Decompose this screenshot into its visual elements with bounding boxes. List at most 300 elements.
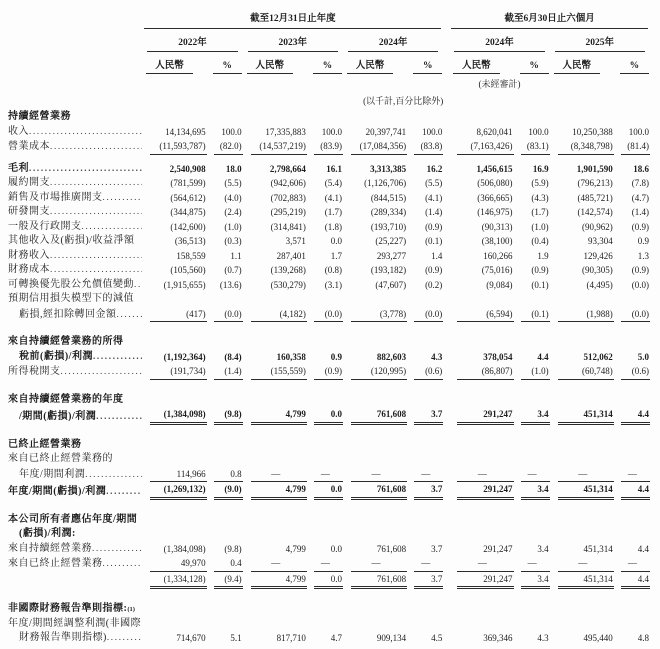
percent-header: % [620,56,649,74]
row-label [8,220,142,235]
amount-cell: (781,599) [170,178,206,188]
percent-cell: (0.1) [425,236,443,246]
amount-cell: (142,600) [170,221,206,232]
spacer-row [8,425,650,438]
amount-cell: (7,163,426) [449,139,513,155]
amount-cell: (4,495) [586,279,613,290]
amount-cell: (17,084,356) [343,139,407,155]
row-label-text: 來自已終止經營業務的 [8,453,113,464]
amount-cell: 291,247 [449,572,513,590]
label-continuation-row [8,527,650,542]
amount-cell: (796,213) [577,178,613,188]
percent-cell: 4.5 [431,633,443,643]
percent-cell: 16.2 [426,163,443,174]
dot-leader [50,141,142,153]
percent-cell: (0.7) [224,265,242,275]
amount-cell: (193,182) [370,265,407,275]
percent-cell: 1.7 [330,250,342,261]
amount-cell: 451,314 [550,407,614,425]
amount-cell: — [449,556,513,572]
percent-cell: (0.6) [614,364,650,380]
amount-cell: 4,799 [243,407,307,425]
row-label [8,292,142,307]
percent-cell: 4.8 [637,633,649,643]
amount-cell: 2,798,664 [269,163,306,174]
percent-cell: 100.0 [321,126,342,137]
spacer-row [8,589,650,602]
percent-cell: 5.0 [637,351,649,362]
row-label [8,482,142,500]
amount-cell: 369,346 [483,633,513,643]
amount-cell: (90,962) [582,221,613,232]
amount-cell: 495,440 [583,633,613,643]
percent-cell: 3.4 [514,482,550,500]
period-annual-label: 截至12月31日止年度 [144,10,441,29]
amount-cell: 3,571 [285,236,306,246]
amount-cell: 160,266 [483,250,513,261]
percent-cell: (1.0) [531,221,549,232]
year-2025-interim-cell [550,29,650,52]
dot-leader [134,279,142,291]
amount-cell: (1,384,098) [142,407,206,425]
row-label-text: 持續經營業務 [8,111,71,122]
amount-cell: (86,807) [449,364,513,380]
row-label-text: (虧損)/利潤: [19,528,76,539]
percent-cell: 4.4 [614,407,650,425]
amount-cell: — [449,467,513,483]
percent-cell: 16.1 [326,163,342,174]
dot-leader [50,250,142,262]
amount-cell: (8,348,798) [550,139,614,155]
amount-cell: 291,247 [449,482,513,500]
percent-cell: 0.0 [330,236,342,246]
percent-cell: (0.9) [631,265,649,275]
amount-cell: — [343,467,407,483]
row-label [8,307,142,323]
table-row [8,467,650,483]
year-2022-label: 2022年 [147,29,237,52]
percent-cell: 0.9 [330,351,342,362]
section-header-row [8,602,650,617]
section-header-row [8,110,650,125]
percent-cell: 4.4 [537,351,549,362]
dot-leader [103,558,143,570]
percent-cell: 18.0 [225,163,242,174]
amount-cell: (9,084) [486,279,513,290]
percent-cell: — [514,556,550,572]
row-label-text: 收入 [8,125,29,137]
amount-cell: 291,247 [449,407,513,425]
amount-cell: 4,799 [243,572,307,590]
percent-cell: (0.6) [407,364,443,380]
amount-cell: 14,134,695 [165,126,206,137]
header-measure-row [8,52,650,74]
amount-cell: 451,314 [583,543,613,554]
row-label [8,249,142,264]
amount-cell: 1,456,615 [476,163,513,174]
amount-cell: 378,054 [483,351,513,362]
percent-cell: — [307,467,343,483]
amount-cell: 451,314 [550,572,614,590]
row-label-text: 履約開支 [8,177,50,188]
percent-cell: — [614,556,650,572]
amount-cell: (193,710) [370,221,407,232]
percent-cell: 3.7 [407,407,443,425]
percent-cell: 0.0 [307,407,343,425]
amount-cell: (155,559) [243,364,307,380]
percent-cell: (83.1) [514,139,550,155]
amount-cell: (506,080) [477,178,513,188]
percent-cell: 3.4 [514,407,550,425]
amount-cell: 8,620,041 [476,126,513,137]
percent-cell: 0.8 [207,467,243,483]
header-year-row [8,29,650,52]
percent-cell: — [407,556,443,572]
amount-cell: 160,358 [276,351,306,362]
row-label-text: 研發開支 [8,206,50,217]
percent-cell: 3.4 [514,572,550,590]
amount-cell: (142,574) [577,207,613,217]
row-label-text: /期間(虧損)/利潤 [19,411,97,422]
year-2022-cell [142,29,242,52]
percent-cell: (9.0) [207,482,243,500]
label-continuation-row [8,452,650,467]
row-label-text: 來自持續經營業務的年度 [8,393,124,405]
dot-leader [107,632,143,644]
percent-cell: (83.9) [307,139,343,155]
table-row [8,350,650,365]
amount-cell: (485,721) [577,192,613,203]
percent-cell: (9.4) [207,572,243,590]
amount-cell: 4,799 [285,543,306,554]
amount-cell: (36,513) [174,236,206,246]
amount-cell: (105,560) [170,265,206,275]
amount-cell: (314,841) [270,221,306,232]
table-row [8,139,650,155]
amount-cell: 512,062 [583,351,613,362]
amount-cell: (295,219) [270,207,306,217]
percent-cell: 3.7 [407,572,443,590]
units-note: (以千計,百分比除外) [363,96,444,106]
amount-cell: (530,279) [270,279,306,290]
dot-leader [85,469,142,481]
percent-cell: (0.3) [224,236,242,246]
amount-cell: 761,608 [343,482,407,500]
table-row [8,278,650,293]
percent-cell: (0.0) [614,307,650,323]
row-label-text: 年度/期間(虧損)/利潤 [8,486,107,497]
amount-cell: (6,594) [449,307,513,323]
table-row [8,263,650,278]
percent-cell: (2.4) [224,207,242,217]
row-label [8,393,142,408]
financial-summary-table [8,10,650,646]
amount-cell: 49,970 [142,556,206,572]
row-label [8,631,142,646]
row-label-text: 可轉換優先股公允價值變動 [8,278,134,290]
row-label-text: 所得稅開支 [8,366,61,377]
row-label-text: 財務報告準則指標) [19,632,107,643]
percent-cell: (5.9) [531,178,549,188]
row-label [8,467,142,483]
label-continuation-row [8,617,650,632]
percent-cell: 4.4 [614,482,650,500]
percent-cell: (1.0) [514,364,550,380]
amount-cell: 293,277 [376,250,407,261]
currency-header: 人民幣 [347,52,393,74]
amount-cell: (1,384,098) [163,543,206,554]
table-row [8,249,650,264]
dot-leader [29,126,142,138]
percent-cell: 3.4 [537,543,549,554]
label-continuation-row [8,513,650,528]
row-label [8,234,142,249]
percent-cell: 18.6 [633,163,649,174]
percent-cell: 16.9 [532,163,549,174]
percent-cell: (0.9) [425,221,443,232]
row-label [8,139,142,155]
amount-cell: 4,799 [243,482,307,500]
row-label-text: 其他收入及(虧損)/收益淨額 [8,235,135,246]
percent-cell: (9.8) [207,407,243,425]
percent-cell: (9.8) [224,543,242,554]
percent-cell: (13.6) [219,279,242,290]
row-label [8,438,142,453]
amount-cell: 287,401 [276,250,306,261]
percent-cell: 4.7 [330,633,342,643]
amount-cell: — [550,556,614,572]
percent-cell: (4.3) [531,192,549,203]
amount-cell: 1,901,590 [576,163,613,174]
percent-cell: (0.2) [425,279,443,290]
table-row [8,307,650,323]
row-label-text: 營業成本 [8,141,50,152]
amount-cell: 817,710 [276,633,306,643]
percent-cell: (0.0) [207,307,243,323]
row-label [8,364,142,380]
amount-cell: 17,335,883 [265,126,306,137]
row-label [8,407,142,425]
table-row [8,234,650,249]
percent-cell: 100.0 [422,126,443,137]
percent-header: % [413,56,442,74]
year-2023-cell [243,29,343,52]
currency-header: 人民幣 [453,52,499,74]
dot-leader [96,411,142,423]
year-2025-interim-label: 2025年 [555,29,645,52]
amount-cell: (47,607) [375,279,407,290]
period-interim-cell [449,10,650,29]
percent-cell: — [307,556,343,572]
percent-cell: 100.0 [221,126,242,137]
percent-cell: 0.0 [330,543,342,554]
percent-cell: (1.0) [224,221,242,232]
percent-cell: 100.0 [628,126,649,137]
row-label [8,176,142,191]
percent-cell: 1.4 [431,250,443,261]
row-label-text: 非國際財務報告準則指標: [8,603,128,614]
amount-cell: (1,915,655) [163,279,206,290]
percent-cell: 1.9 [537,250,549,261]
percent-cell: (0.1) [531,279,549,290]
dot-leader [92,543,142,555]
header-period-row [8,10,650,29]
amount-cell: (146,975) [477,207,513,217]
percent-cell: 0.9 [637,236,649,246]
row-label [8,263,142,278]
amount-cell: (702,883) [270,192,306,203]
amount-cell: (344,875) [170,207,206,217]
percent-cell: 0.0 [307,572,343,590]
amount-cell: 158,559 [176,250,206,261]
row-label-text: 已終止經營業務 [8,438,82,450]
row-label [8,617,142,632]
amount-cell: 129,426 [583,250,613,261]
amount-cell: (1,192,364) [163,351,206,362]
header-spacer [8,10,142,29]
amount-cell: (120,995) [343,364,407,380]
percent-cell: (3.1) [324,279,342,290]
label-continuation-row [8,393,650,408]
percent-cell: (1.4) [207,364,243,380]
amount-cell: (1,988) [550,307,614,323]
percent-cell: (0.8) [324,265,342,275]
percent-cell: (0.1) [514,307,550,323]
table-row [8,631,650,646]
row-label [8,542,142,557]
percent-cell: — [407,467,443,483]
row-label-text: 年度/期間利潤 [19,468,86,480]
amount-cell: 93,304 [588,236,613,246]
amount-cell: (11,593,787) [142,139,206,155]
table-row [8,482,650,500]
amount-cell: (1,334,128) [142,572,206,590]
header-unaudited-row [8,74,650,90]
amount-cell: (4,182) [243,307,307,323]
percent-cell: 5.1 [230,633,242,643]
percent-cell: 100.0 [528,126,549,137]
table-row [8,125,650,140]
amount-cell: (417) [142,307,206,323]
percent-cell: (0.9) [531,265,549,275]
percent-cell: (4.1) [324,192,342,203]
percent-header: % [213,56,242,74]
percent-cell: (0.9) [631,221,649,232]
amount-cell: (3,778) [343,307,407,323]
dot-leader [50,206,142,218]
period-interim-label: 截至6月30日止六個月 [451,10,648,29]
percent-cell: 1.3 [637,250,649,261]
row-label-text: 銷售及市場推廣開支 [8,191,103,203]
percent-cell: (1.4) [631,207,649,217]
table-row [8,191,650,206]
row-label-text: 財務成本 [8,264,50,275]
currency-header: 人民幣 [554,52,600,74]
year-2024-cell [343,29,443,52]
year-2024-interim-cell [449,29,549,52]
spacer-row [8,322,650,335]
row-label [8,452,142,467]
percent-cell: — [514,467,550,483]
percent-cell: 0.4 [207,556,243,572]
percent-cell: (1.4) [425,207,443,217]
row-label-text: 預期信用損失模型下的減值 [8,293,134,304]
amount-cell: (1,269,132) [142,482,206,500]
amount-cell: (366,665) [477,192,513,203]
dot-leader [61,366,143,378]
row-label [8,556,142,572]
spacer-row [8,380,650,393]
percent-cell: (8.4) [224,351,242,362]
amount-cell: 909,134 [376,633,407,643]
dot-leader [93,351,142,363]
amount-cell: (75,016) [481,265,513,275]
percent-cell: 4.4 [637,543,649,554]
amount-cell: 761,608 [376,543,407,554]
table-body [8,110,650,646]
amount-cell: 714,670 [176,633,206,643]
percent-cell: (5.5) [224,178,242,188]
percent-cell: 0.0 [307,482,343,500]
row-label: 非國際財務報告準則指標: (1) [8,602,142,617]
row-label-text: 來自持續經營業務 [8,542,92,554]
percent-cell: (1.7) [324,207,342,217]
label-continuation-row [8,292,650,307]
amount-cell: 882,603 [376,351,407,362]
row-label-text: 一般及行政開支 [8,220,82,232]
table-row [8,205,650,220]
spacer-row [8,500,650,513]
percent-cell: (1.7) [531,207,549,217]
year-2023-label: 2023年 [248,29,338,52]
amount-cell: 114,966 [142,467,206,483]
amount-cell: 761,608 [343,407,407,425]
period-annual-cell [142,10,443,29]
amount-cell: 3,313,385 [370,163,407,174]
row-label [8,513,142,528]
table-row [8,572,650,590]
row-label [8,125,142,140]
percent-cell: (0.4) [531,236,549,246]
amount-cell: (844,515) [370,192,407,203]
amount-cell: (25,227) [375,236,407,246]
table-row [8,407,650,425]
row-label-text: 來自持續經營業務的所得 [8,336,124,347]
table-row [8,155,650,177]
dot-leader [29,163,142,175]
dot-leader [50,177,142,189]
percent-cell: 1.1 [230,250,242,261]
percent-cell: 4.3 [537,633,549,643]
row-label-text: 稅前(虧損)/利潤 [19,350,93,362]
percent-cell: (4.1) [425,192,443,203]
percent-cell: (5.4) [324,178,342,188]
percent-cell: (0.0) [307,307,343,323]
percent-cell: 3.7 [431,543,443,554]
amount-cell: — [343,556,407,572]
percent-cell: (4.0) [224,192,242,203]
percent-header: % [313,56,342,74]
amount-cell: — [243,556,307,572]
row-label [8,572,142,590]
amount-cell: 2,540,908 [169,163,206,174]
row-label-text: 來自已終止經營業務 [8,558,103,569]
row-label [8,205,142,220]
amount-cell: (90,305) [582,265,613,275]
percent-cell: (83.8) [407,139,443,155]
unaudited-note: (未經審計) [478,79,521,89]
row-label [8,110,142,125]
